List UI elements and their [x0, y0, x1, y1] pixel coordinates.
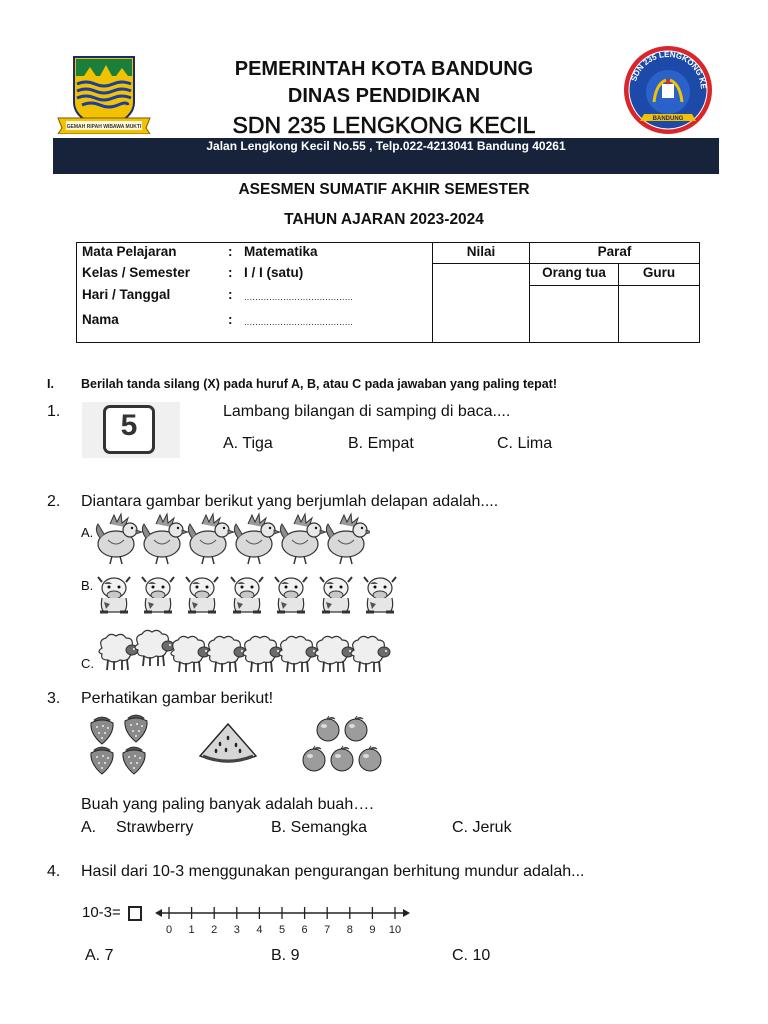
sheep-icon: [351, 636, 390, 672]
q3-text: Perhatikan gambar berikut!: [81, 690, 274, 707]
strawberry-icon: [91, 747, 113, 774]
chicken-icon: [188, 514, 234, 564]
orange-icon: [345, 716, 367, 741]
q3-option-a[interactable]: Strawberry: [116, 819, 194, 836]
nilai-header: Nilai: [466, 244, 496, 259]
number-line-label: 5: [278, 924, 286, 936]
school-logo-ring-text: SDN 235 LENGKONG KE: [629, 49, 709, 90]
sheep-icon: [279, 636, 318, 672]
number-line-label: 9: [369, 924, 376, 936]
q2-number: 2.: [47, 493, 61, 510]
school-title: SDN 235 LENGKONG KECIL: [232, 112, 536, 138]
info-sep: :: [228, 312, 233, 327]
cow-row: [96, 574, 406, 616]
guru-header: Guru: [642, 265, 676, 280]
info-row: [82, 265, 432, 285]
city-logo-motto: GEMAH RIPAH WIBAWA MUKTI: [66, 124, 142, 130]
number-card: [82, 402, 180, 458]
q1-option-a[interactable]: A. Tiga: [223, 435, 273, 452]
number-line-label: 10: [388, 924, 402, 936]
watermelon-icon: [198, 720, 258, 768]
chicken-icon: [234, 514, 280, 564]
cow-icon: [231, 577, 263, 612]
info-sep: :: [228, 287, 233, 302]
q3-option-a-letter[interactable]: A.: [81, 819, 97, 836]
strawberry-icon: [91, 717, 113, 744]
number-line-label: 4: [256, 924, 263, 936]
q1-number: 1.: [47, 403, 61, 420]
gov-title: PEMERINTAH KOTA BANDUNG: [234, 58, 534, 80]
orange-icon: [359, 746, 381, 771]
info-row: [82, 312, 432, 332]
sheep-icon: [243, 636, 282, 672]
q1-text: Lambang bilangan di samping di baca....: [223, 403, 511, 420]
info-value: Matematika: [244, 244, 318, 259]
orange-icon: [317, 716, 339, 741]
orange-icon: [331, 746, 353, 771]
info-value: I / I (satu): [244, 265, 304, 280]
chicken-row: [90, 512, 370, 568]
strawberry-icon: [123, 747, 145, 774]
info-label: Nama: [82, 312, 119, 327]
number-line-label: 0: [165, 924, 173, 936]
sheep-icon: [171, 636, 210, 672]
section-number: I.: [47, 377, 54, 391]
q2-option-c-label[interactable]: C.: [81, 656, 94, 671]
info-label: Mata Pelajaran: [82, 244, 177, 259]
orange-group: [300, 714, 386, 776]
number-line-label: 1: [188, 924, 195, 936]
sheep-row: [94, 626, 394, 672]
chicken-icon: [280, 514, 326, 564]
cow-icon: [364, 577, 396, 612]
strawberry-group: [86, 712, 158, 778]
number-line-label: 2: [211, 924, 218, 936]
chicken-icon: [326, 514, 370, 564]
sheep-icon: [315, 636, 354, 672]
q2-text: Diantara gambar berikut yang berjumlah delapan adalah....: [81, 493, 499, 510]
q2-option-a-label[interactable]: A.: [81, 525, 94, 540]
date-field[interactable]: .......................................: [244, 292, 354, 302]
info-table: [76, 242, 700, 343]
sheep-icon: [207, 636, 246, 672]
info-row: [82, 244, 432, 264]
subtraction-expression: 10-3=: [82, 904, 121, 921]
q1-option-b[interactable]: B. Empat: [348, 435, 414, 452]
q4-option-c[interactable]: C. 10: [452, 947, 491, 964]
nilai-box[interactable]: [433, 264, 529, 342]
strawberry-icon: [125, 715, 147, 742]
q1-option-c[interactable]: C. Lima: [497, 435, 553, 452]
orange-icon: [303, 746, 325, 771]
q4-number: 4.: [47, 863, 61, 880]
number-line-label: 7: [324, 924, 331, 936]
info-sep: :: [228, 265, 233, 280]
guru-sign-box[interactable]: [619, 286, 699, 342]
paraf-header: Paraf: [597, 244, 632, 259]
school-logo-ribbon: BANDUNG: [652, 116, 684, 122]
orang-tua-header: Orang tua: [542, 265, 606, 280]
q3-option-c[interactable]: C. Jeruk: [452, 819, 512, 836]
cow-icon: [98, 577, 130, 612]
cow-icon: [275, 577, 307, 612]
address-band: [53, 138, 719, 174]
number-line-label: 8: [346, 924, 353, 936]
info-label: Hari / Tanggal: [82, 287, 171, 302]
sheep-icon: [135, 630, 174, 666]
info-label: Kelas / Semester: [82, 265, 191, 280]
sheep-icon: [99, 634, 138, 670]
number-line-label: 6: [301, 924, 308, 936]
q4-text: Hasil dari 10-3 menggunakan pengurangan berhitung mundur adalah...: [81, 863, 585, 880]
q4-option-b[interactable]: B. 9: [271, 947, 300, 964]
chicken-icon: [96, 514, 142, 564]
answer-box[interactable]: [128, 906, 142, 921]
chicken-icon: [142, 514, 188, 564]
number-digit: 5: [120, 409, 138, 442]
orang-tua-sign-box[interactable]: [530, 286, 618, 342]
cow-icon: [320, 577, 352, 612]
number-line: [155, 902, 410, 938]
info-row: [82, 287, 432, 307]
cow-icon: [142, 577, 174, 612]
section-instruction: Berilah tanda silang (X) pada huruf A, B, atau C pada jawaban yang paling tepat!: [81, 377, 557, 391]
exam-year: TAHUN AJARAN 2023-2024: [284, 211, 484, 228]
q3-option-b[interactable]: B. Semangka: [271, 819, 368, 836]
exam-title: ASESMEN SUMATIF AKHIR SEMESTER: [238, 181, 530, 198]
q3-number: 3.: [47, 690, 61, 707]
school-logo: [622, 44, 714, 136]
name-field[interactable]: .......................................: [244, 317, 354, 327]
q3-question: Buah yang paling banyak adalah buah….: [81, 796, 374, 813]
cow-icon: [186, 577, 218, 612]
q4-option-a[interactable]: A. 7: [85, 947, 114, 964]
q2-option-b-label[interactable]: B.: [81, 578, 94, 593]
info-sep: :: [228, 244, 233, 259]
dept-title: DINAS PENDIDIKAN: [287, 85, 481, 107]
address-text: Jalan Lengkong Kecil No.55 , Telp.022-4213041 Bandung 40261: [206, 139, 566, 153]
number-line-label: 3: [233, 924, 240, 936]
